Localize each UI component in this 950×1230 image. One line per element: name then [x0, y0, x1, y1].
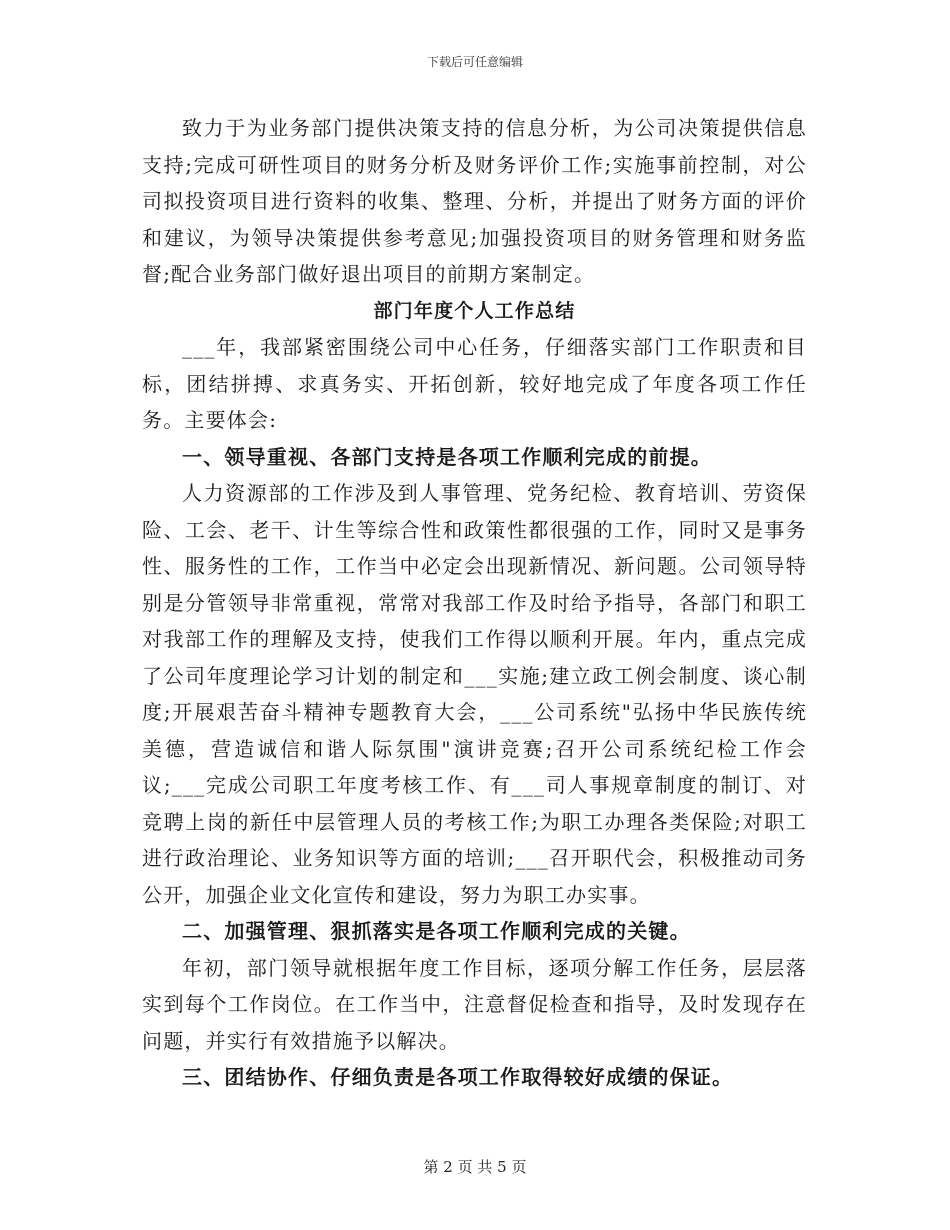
paragraph-section-2: 年初，部门领导就根据年度工作目标，逐项分解工作任务，层层落实到每个工作岗位。在工作当中，注意督促检查和指导，及时发现存在问题，并实行有效措施予以解决。	[142, 955, 807, 1053]
section-heading-2: 二、加强管理、狠抓落实是各项工作顺利完成的关键。	[182, 919, 691, 943]
page-header: 下载后可任意编辑	[426, 55, 523, 69]
document-body	[142, 110, 807, 1096]
paragraph-section-1: 人力资源部的工作涉及到人事管理、党务纪检、教育培训、劳资保险、工会、老干、计生等综合性和政策性都很强的工作，同时又是事务性、服务性的工作，工作当中必定会出现新情况、新问题。公司领导特别是分管领导非常重视，常常对我部工作及时给予指导，各部门和职工对我部工作的理解及支持，使我们工作得以顺利开展。年内，重点完成了公司年度理论学习计划的制定和___实施;建立政工例会制度、谈心制度;开展艰苦奋斗精神专题教育大会，___公司系统"弘扬中华民族传统美德，营造诚信和谐人际氛围"演讲竞赛;召开公司系统纪检工作会议;___完成公司职工年度考核工作、有___司人事规章制度的制订、对竞聘上岗的新任中层管理人员的考核工作;为职工办理各类保险;对职工进行政治理论、业务知识等方面的培训;___召开职代会，积极推动司务公开，加强企业文化宣传和建设，努力为职工办实事。	[142, 481, 807, 907]
section-heading-1: 一、领导重视、各部门支持是各项工作顺利完成的前提。	[182, 444, 712, 469]
page-footer: 第 2 页 共 5 页	[423, 1158, 527, 1176]
paragraph-intro: 致力于为业务部门提供决策支持的信息分析，为公司决策提供信息支持;完成可研性项目的财务分析及财务评价工作;实施事前控制，对公司拟投资项目进行资料的收集、整理、分析，并提出了财务方面的评价和建议，为领导决策提供参考意见;加强投资项目的财务管理和财务监督;配合业务部门做好退出项目的前期方案制定。	[142, 116, 807, 286]
paragraph-summary: ___年，我部紧密围绕公司中心任务，仔细落实部门工作职责和目标，团结拼搏、求真务实、开拓创新，较好地完成了年度各项工作任务。主要体会:	[142, 335, 807, 432]
section-heading-3: 三、团结协作、仔细负责是各项工作取得较好成绩的保证。	[182, 1065, 734, 1089]
document-title: 部门年度个人工作总结	[373, 299, 576, 322]
